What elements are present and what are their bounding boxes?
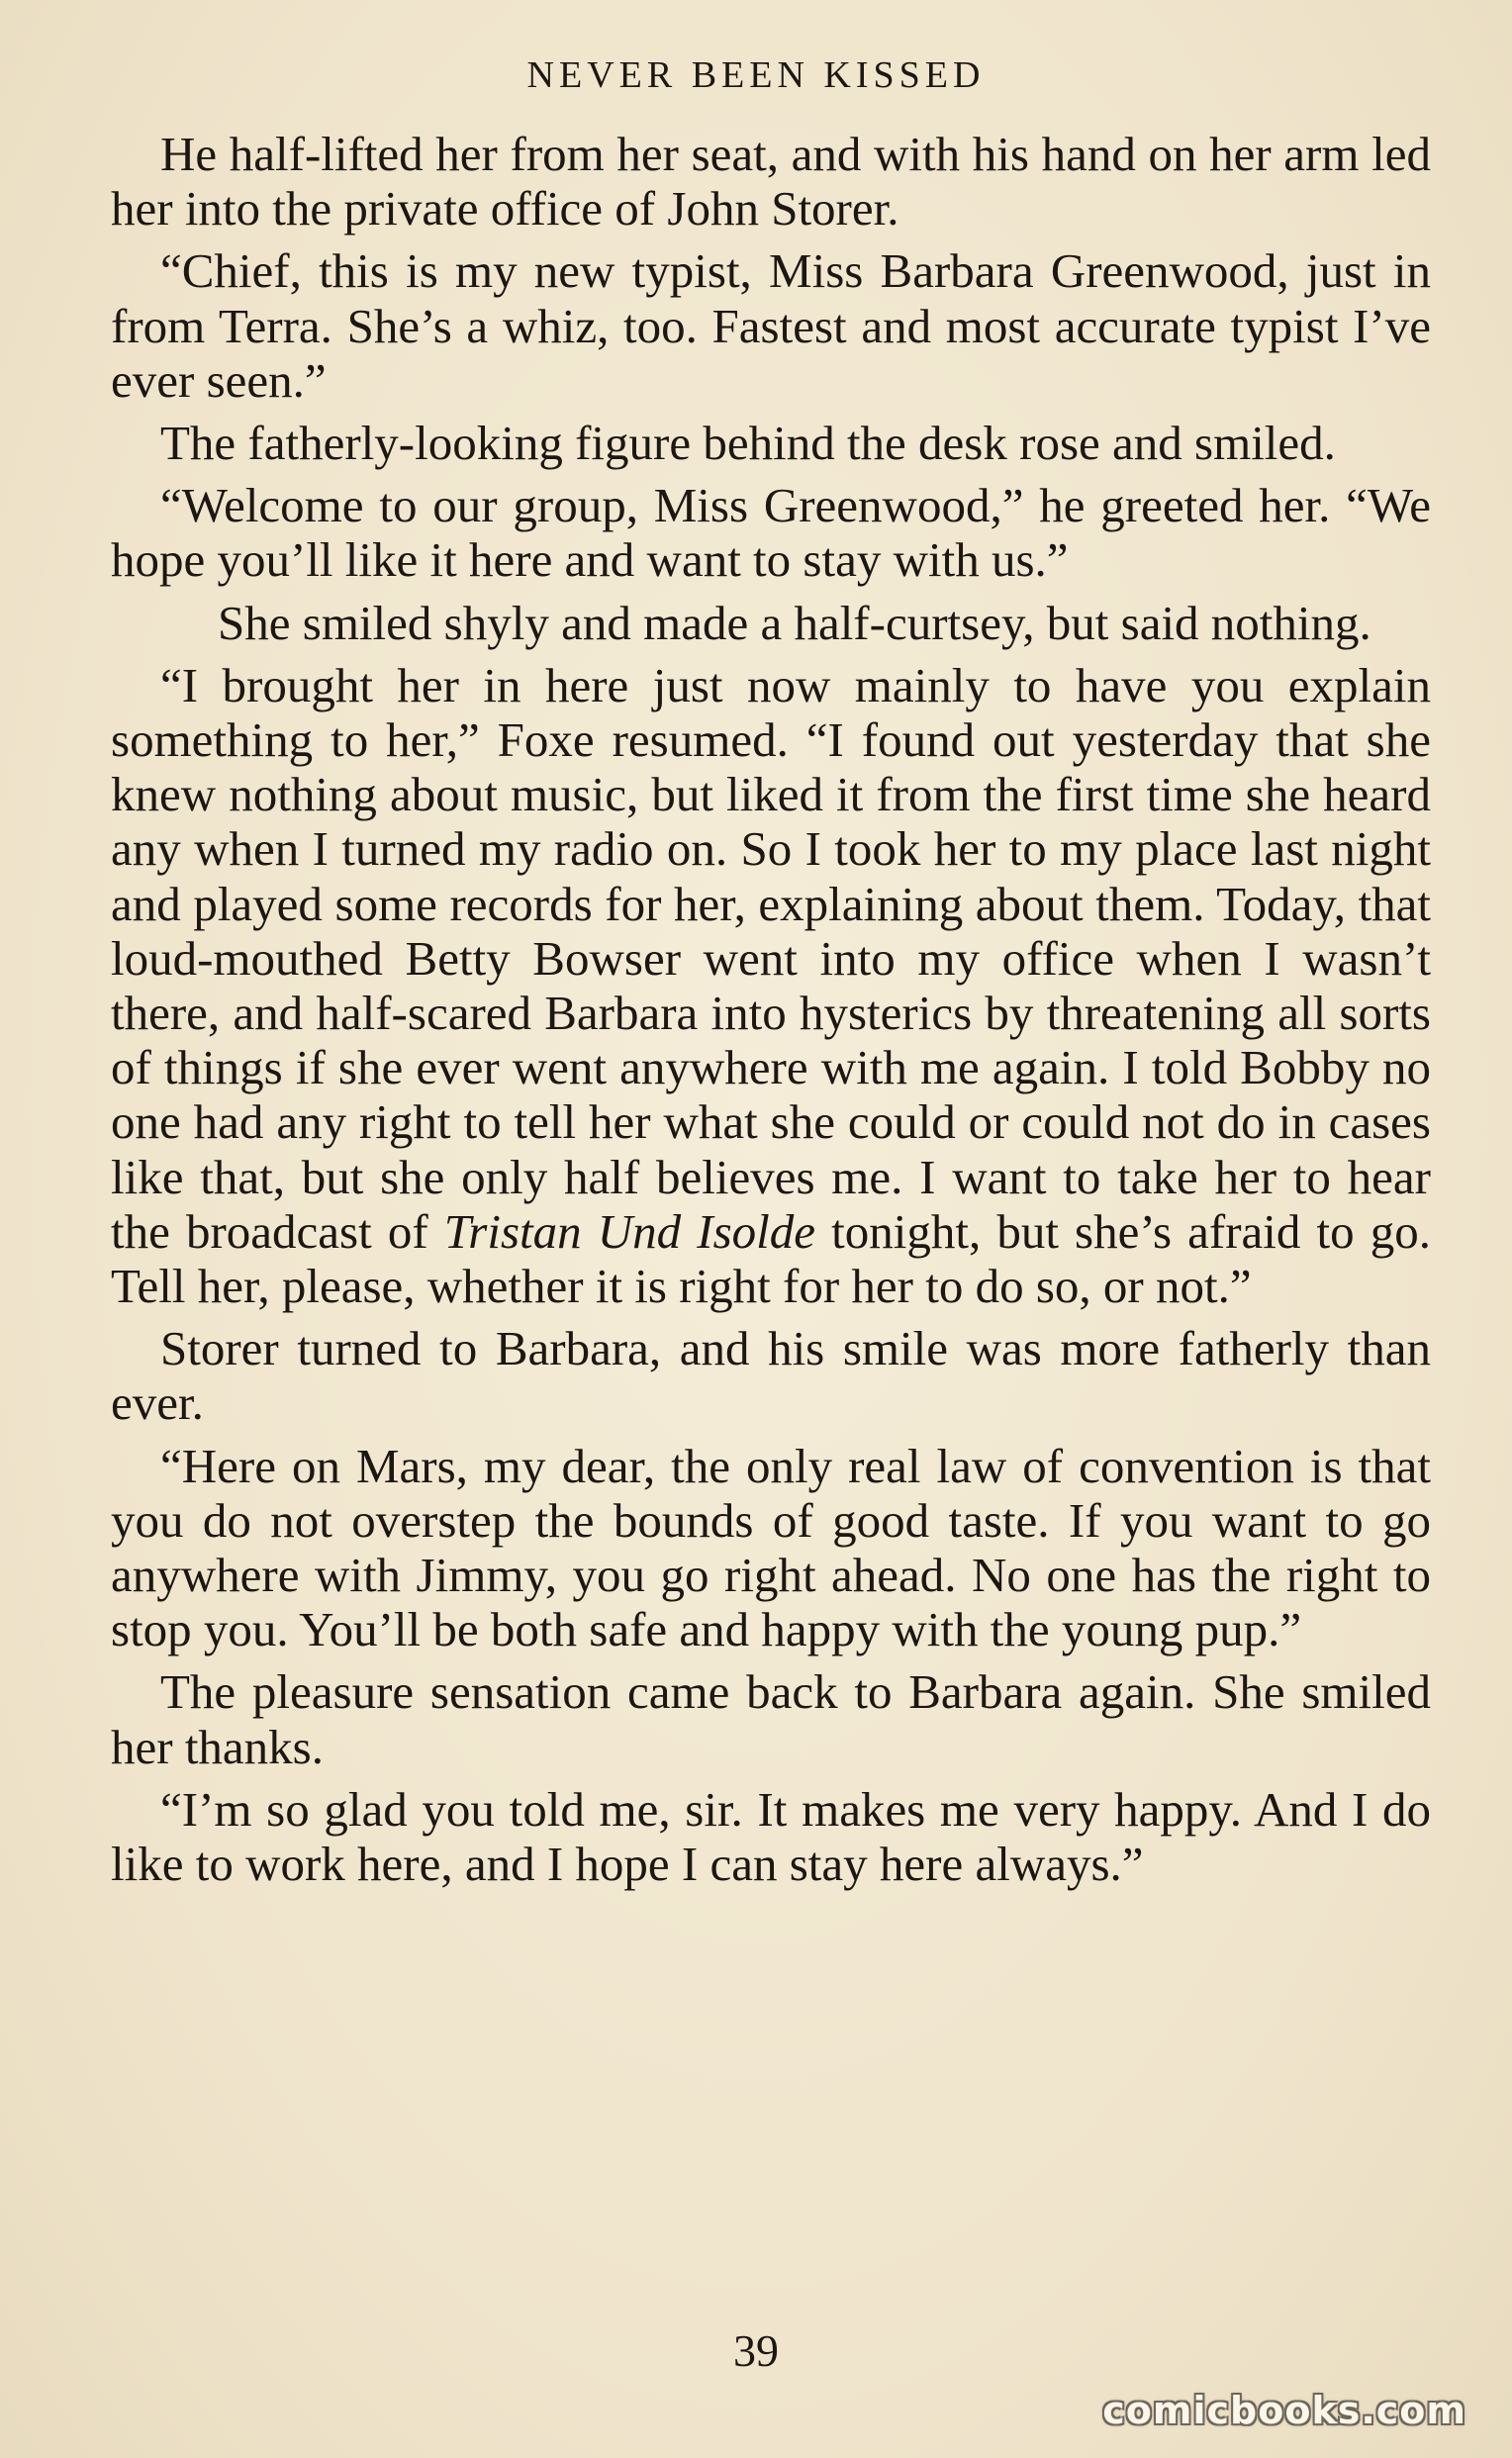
paragraph-text: “I brought her in here just now mainly to have you explain something to her,” Foxe resumed. “I found out yesterday that she knew nothing about music, but liked it from the first time she heard any when I turned my radio on. So I took her to my place last night and played some records for her, explaining about them. Today, that loud-mouthed Betty Bowser went into my office when I wasn’t there, and half-scared Barbara into hysterics by threatening all sorts of things if she ever went anywhere with me again. I told Bobby no one had any right to tell her what she could or could not do in cases like that, but she only half believes me. I want to take her to hear the broadcast of [111,657,1431,1259]
paragraph: She smiled shyly and made a half-curtsey, but said nothing. [218,595,1371,650]
paragraph: “Chief, this is my new typist, Miss Barbara Greenwood, just in from Terra. She’s a whiz, too. Fastest and most accurate typist I’ve ever seen.” [111,243,1431,408]
paragraph: Storer turned to Barbara, and his smile was more fatherly than ever. [111,1321,1431,1431]
watermark-logo: comicbooks.com [1102,2389,1466,2432]
paragraph: “I’m so glad you told me, sir. It makes me very happy. And I do like to work here, and I hope I can stay here always.” [111,1781,1431,1892]
paragraph: The fatherly-looking figure behind the desk rose and smiled. [160,416,1336,471]
paragraph-text: tonight, but she’s afraid to go. Tell her, please, whether it is right for her to do so, or not.” [111,1203,1431,1314]
work-title-italic: Tristan Und Isolde [443,1203,816,1259]
paragraph-with-title [111,658,1431,1313]
page-number: 39 [733,2325,779,2376]
paragraph: “Here on Mars, my dear, the only real law of convention is that you do not overstep the bounds of good taste. If you want to go anywhere with Jimmy, you go right ahead. No one has the right to stop you. You’ll be both safe and happy with the young pup.” [111,1438,1431,1657]
paragraph: He half-lifted her from her seat, and with his hand on her arm led her into the private office of John Storer. [111,127,1431,236]
paragraph: “Welcome to our group, Miss Greenwood,” he greeted her. “We hope you’ll like it here and want to stay with us.” [111,478,1431,588]
body-text [111,127,1431,1891]
paragraph: The pleasure sensation came back to Barbara again. She smiled her thanks. [111,1664,1431,1774]
running-head: NEVER BEEN KISSED [526,54,986,96]
